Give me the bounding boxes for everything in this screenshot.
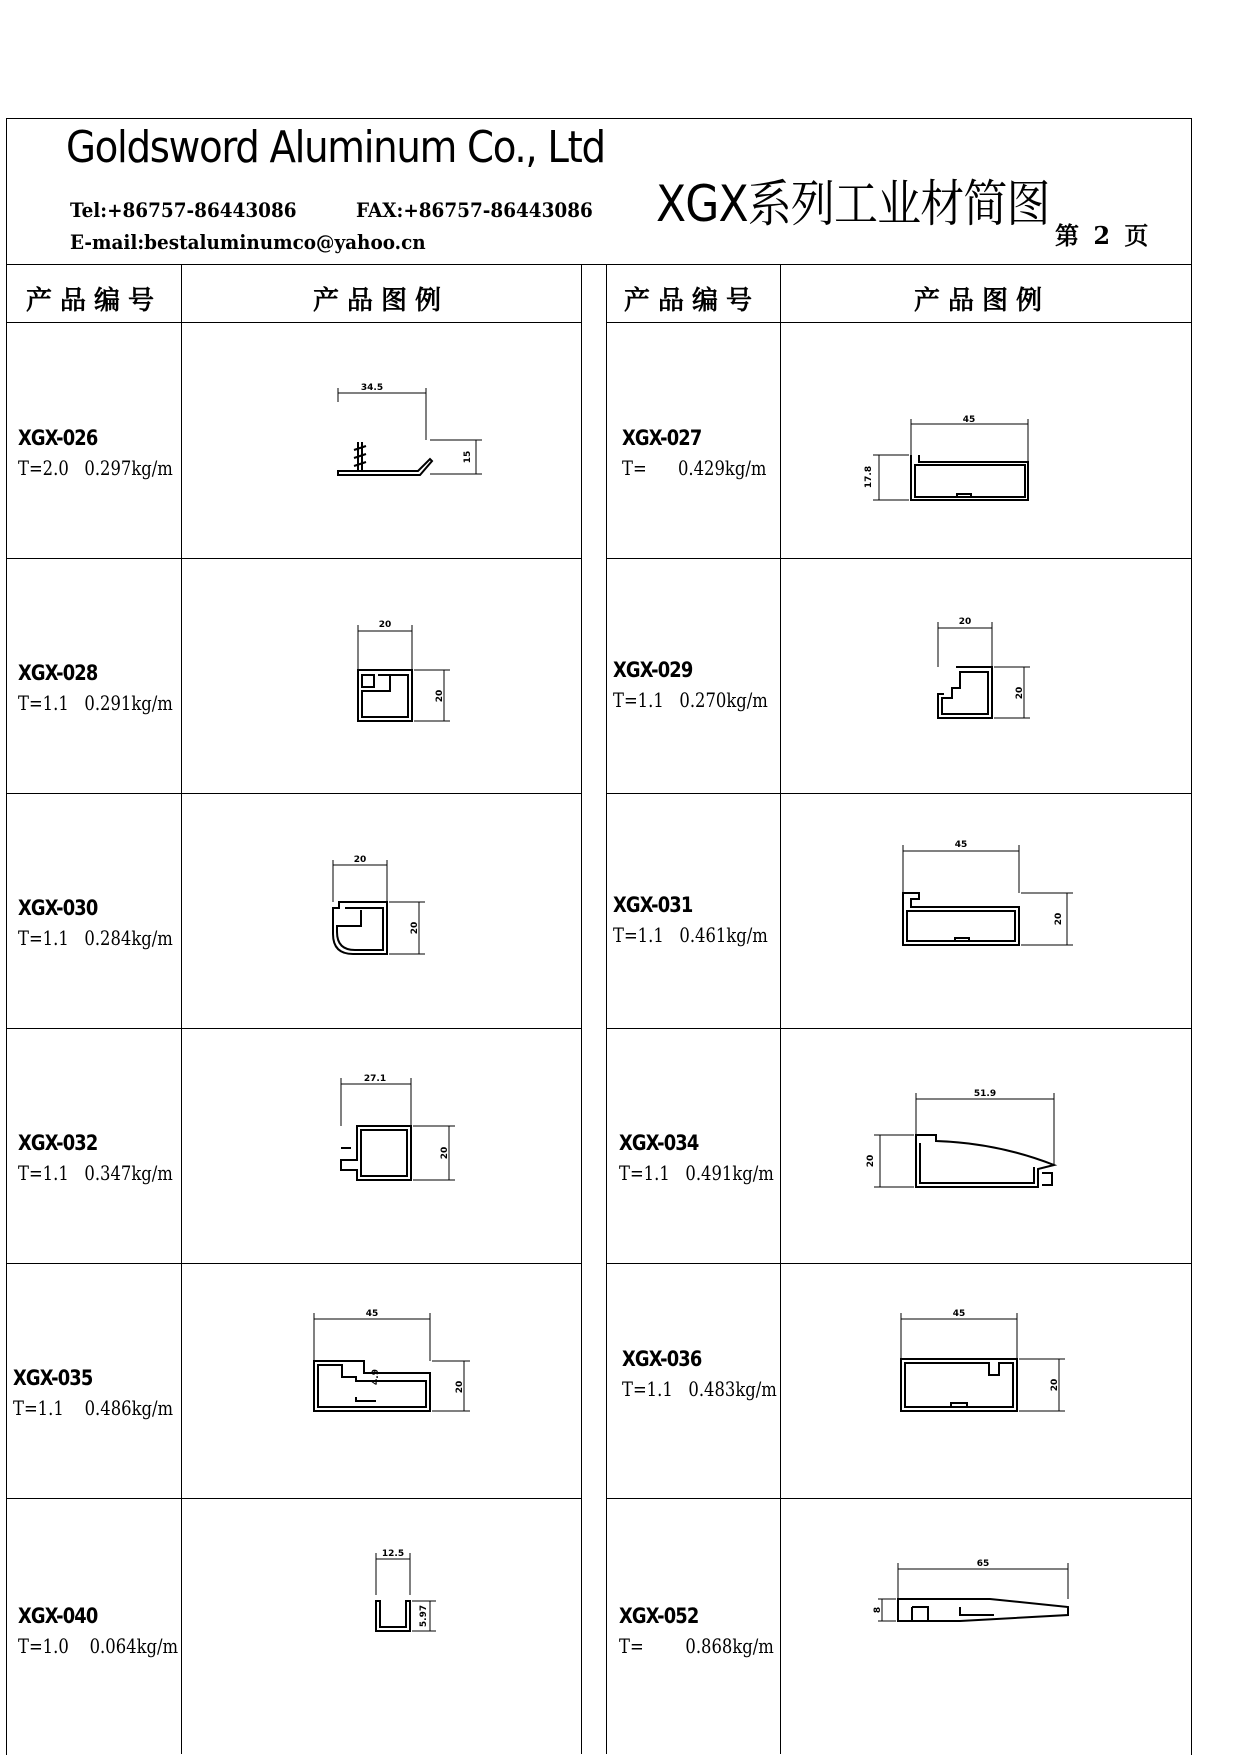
dim-height: 8 xyxy=(873,1606,883,1614)
product-spec: T=1.1 0.270kg/m xyxy=(613,688,768,712)
table-rule xyxy=(581,264,582,1754)
product-spec: T= 0.429kg/m xyxy=(622,456,767,480)
right-figure-header: 产品图例 xyxy=(913,286,1050,316)
product-spec: T=1.1 0.486kg/m xyxy=(13,1396,174,1420)
left-code-header: 产品编号 xyxy=(25,286,162,316)
dim-inner: 4.9 xyxy=(371,1369,381,1385)
fax: FAX:+86757-86443086 xyxy=(356,198,593,222)
product-spec: T=1.1 0.461kg/m xyxy=(613,923,768,947)
product-spec: T=1.1 0.483kg/m xyxy=(622,1377,777,1401)
table-rule xyxy=(606,322,1191,323)
rect-profile-drawing xyxy=(895,835,1085,950)
sloped-profile-drawing xyxy=(858,1085,1063,1195)
product-code: XGX-030 xyxy=(18,896,98,920)
product-code: XGX-036 xyxy=(622,1347,702,1371)
square-profile-drawing xyxy=(335,1070,465,1185)
square-profile-drawing xyxy=(930,612,1040,722)
dim-height: 5.97 xyxy=(419,1604,429,1628)
table-rule xyxy=(6,558,582,559)
dim-height: 20 xyxy=(866,1154,876,1168)
page-number: 第 2 页 xyxy=(1055,221,1152,250)
u-channel-profile-drawing xyxy=(368,1545,448,1640)
company-name: Goldsword Aluminum Co., Ltd xyxy=(66,122,605,173)
product-code: XGX-026 xyxy=(18,426,98,450)
dim-width: 27.1 xyxy=(363,1074,387,1084)
document-title: XGX系列工业材简图 xyxy=(656,175,1050,233)
ramp-profile-drawing xyxy=(860,1555,1080,1635)
clip-profile-drawing xyxy=(330,380,480,480)
product-spec: T=1.1 0.491kg/m xyxy=(619,1161,774,1185)
table-rule xyxy=(606,1263,1191,1264)
dim-height: 20 xyxy=(440,1146,450,1160)
right-code-header: 产品编号 xyxy=(623,286,760,316)
table-rule xyxy=(6,264,582,265)
table-rule xyxy=(6,793,582,794)
product-code: XGX-052 xyxy=(619,1604,699,1628)
dim-width: 20 xyxy=(958,617,972,627)
dim-height: 17.8 xyxy=(864,465,874,489)
product-spec: T=1.1 0.291kg/m xyxy=(18,691,173,715)
table-rule xyxy=(6,1498,582,1499)
dim-height: 20 xyxy=(1054,912,1064,926)
dim-width: 45 xyxy=(962,415,976,425)
table-rule xyxy=(6,322,582,323)
product-spec: T=1.1 0.284kg/m xyxy=(18,926,173,950)
dim-width: 45 xyxy=(954,840,968,850)
table-rule xyxy=(606,793,1191,794)
dim-width: 12.5 xyxy=(381,1549,405,1559)
rect-profile-drawing xyxy=(893,1305,1083,1420)
left-figure-header: 产品图例 xyxy=(312,286,449,316)
table-rule xyxy=(606,264,607,1754)
dim-height: 20 xyxy=(410,921,420,935)
dim-width: 51.9 xyxy=(973,1089,997,1099)
dim-height: 20 xyxy=(1050,1378,1060,1392)
dim-width: 65 xyxy=(976,1559,990,1569)
table-rule xyxy=(6,1028,582,1029)
dim-width: 20 xyxy=(353,855,367,865)
table-rule xyxy=(606,1498,1191,1499)
dim-height: 20 xyxy=(435,689,445,703)
product-code: XGX-032 xyxy=(18,1131,98,1155)
product-spec: T= 0.868kg/m xyxy=(619,1634,774,1658)
product-spec: T=1.1 0.347kg/m xyxy=(18,1161,173,1185)
table-rule xyxy=(780,264,781,1754)
square-profile-drawing xyxy=(350,615,460,725)
product-code: XGX-040 xyxy=(18,1604,98,1628)
table-rule xyxy=(606,558,1191,559)
table-rule xyxy=(181,264,182,1754)
table-rule xyxy=(6,1263,582,1264)
dim-height: 15 xyxy=(463,450,473,464)
channel-profile-drawing xyxy=(855,415,1030,510)
product-code: XGX-034 xyxy=(619,1131,699,1155)
dim-width: 34.5 xyxy=(360,383,384,393)
rounded-corner-profile-drawing xyxy=(325,852,435,962)
dim-height: 20 xyxy=(455,1380,465,1394)
product-code: XGX-028 xyxy=(18,661,98,685)
table-rule xyxy=(606,1028,1191,1029)
product-code: XGX-031 xyxy=(613,893,693,917)
email: E-mail:bestaluminumco@yahoo.cn xyxy=(70,230,426,254)
dim-width: 45 xyxy=(365,1309,379,1319)
table-rule xyxy=(606,264,1191,265)
tel: Tel:+86757-86443086 xyxy=(70,198,297,222)
dim-width: 20 xyxy=(378,620,392,630)
dim-width: 45 xyxy=(952,1309,966,1319)
product-spec: T=1.0 0.064kg/m xyxy=(18,1634,179,1658)
product-spec: T=2.0 0.297kg/m xyxy=(18,456,173,480)
product-code: XGX-029 xyxy=(613,658,693,682)
rect-profile-drawing xyxy=(306,1305,481,1420)
dim-height: 20 xyxy=(1015,686,1025,700)
product-code: XGX-035 xyxy=(13,1366,93,1390)
product-code: XGX-027 xyxy=(622,426,702,450)
